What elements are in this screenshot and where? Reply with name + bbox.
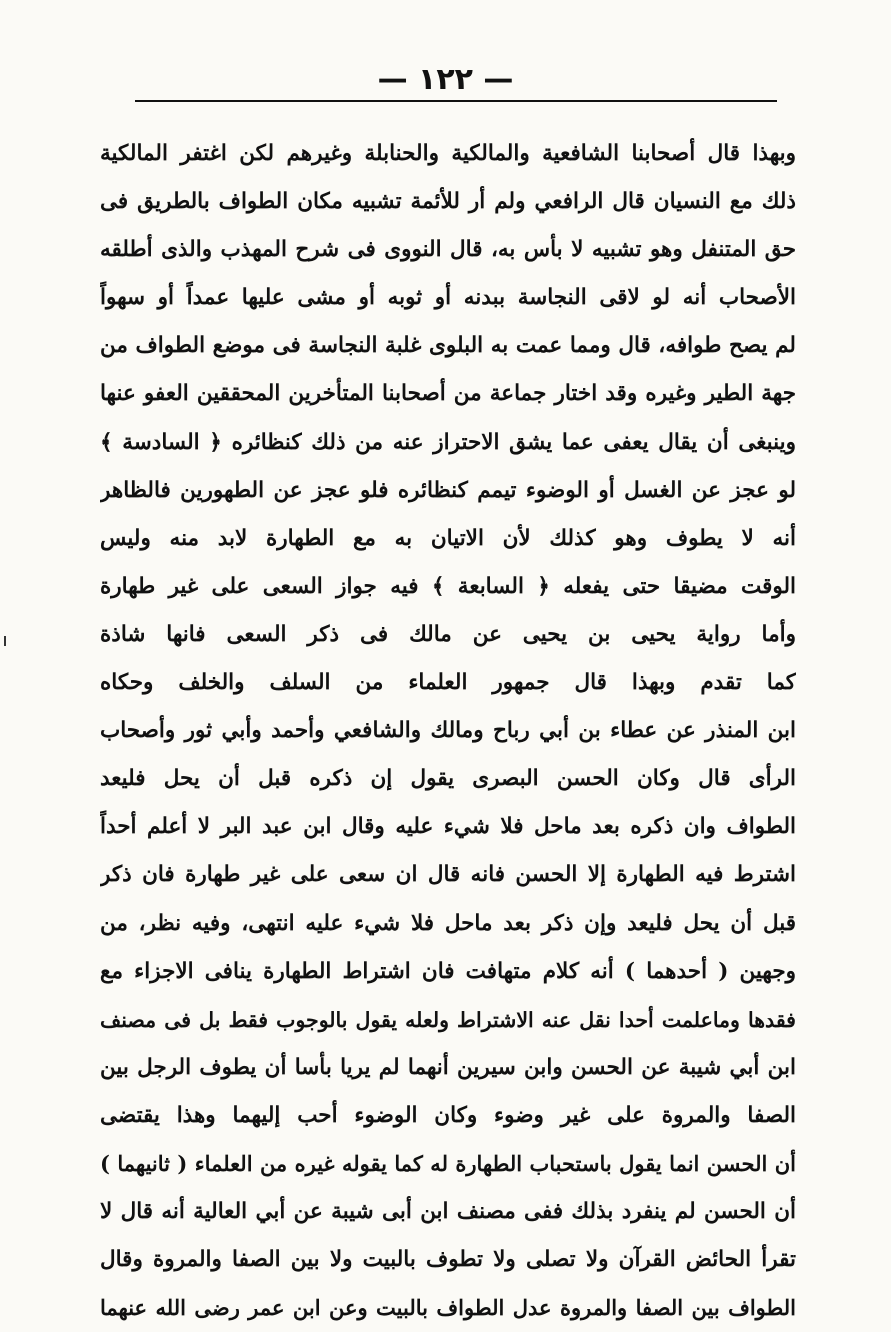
text-line: وجهين ( أحدهما ) أنه كلام متهافت فان اشتراط الطهارة ينافى الاجزاء مع [100, 958, 796, 984]
text-line: أن الحسن لم ينفرد بذلك ففى مصنف ابن أبى شيبة عن أبي العالية أنه قال لا [100, 1199, 796, 1225]
text-line: الصفا والمروة على غير وضوء وكان الوضوء أحب إليهما وهذا يقتضى [100, 1102, 796, 1128]
text-line: حق المتنفل وهو تشبيه لا بأس به، قال النووى فى شرح المهذب والذى أطلقه [100, 237, 796, 263]
page-header [0, 60, 891, 100]
text-line: الطواف بين الصفا والمروة عدل الطواف بالبيت وعن ابن عمر رضى الله عنهما [100, 1295, 796, 1321]
text-line: الأصحاب أنه لو لاقى النجاسة ببدنه أو ثوبه أو مشى عليها عمداً أو سهواً [100, 285, 796, 311]
text-line: كما تقدم وبهذا قال جمهور العلماء من السلف والخلف وحكاه [100, 670, 796, 696]
text-line: أن الحسن انما يقول باستحباب الطهارة له كما يقوله غيره من العلماء ( ثانيهما ) [100, 1150, 796, 1176]
header-rule [135, 100, 777, 102]
text-line: الوقت مضيقا حتى يفعله ﴿ السابعة ﴾ فيه جواز السعى على غير طهارة [100, 573, 796, 599]
text-line: لم يصح طوافه، قال ومما عمت به البلوى غلبة النجاسة فى موضع الطواف من [100, 333, 796, 359]
scan-edge-mark [4, 636, 6, 646]
text-line: ابن المنذر عن عطاء بن أبي رباح ومالك والشافعي وأحمد وأبي ثور وأصحاب [100, 718, 796, 744]
text-line: ابن أبي شيبة عن الحسن وابن سيرين أنهما لم يريا بأسا أن يطوف الرجل بين [100, 1054, 796, 1080]
text-line: ذلك مع النسيان قال الرافعي ولم أر للأئمة تشبيه مكان الطواف بالطريق فى [100, 189, 796, 215]
body-text [100, 130, 796, 1332]
text-line: تقرأ الحائض القرآن ولا تصلى ولا تطوف بالبيت ولا بين الصفا والمروة وقال [100, 1247, 796, 1273]
page-number: — ١٢٢ — [377, 62, 514, 97]
text-line: وينبغى أن يقال يعفى عما يشق الاحتراز عنه من ذلك كنظائره ﴿ السادسة ﴾ [100, 429, 796, 455]
text-line: قبل أن يحل فليعد وإن ذكر بعد ماحل فلا شيء عليه انتهى، وفيه نظر، من [100, 910, 796, 936]
text-line: فقدها وماعلمت أحدا نقل عنه الاشتراط ولعله يقول بالوجوب فقط بل فى مصنف [100, 1007, 796, 1032]
text-line: وبهذا قال أصحابنا الشافعية والمالكية والحنابلة وغيرهم لكن اغتفر المالكية [100, 141, 796, 166]
text-line: الطواف وان ذكره بعد ماحل فلا شيء عليه وقال ابن عبد البر لا أعلم أحداً [100, 814, 796, 840]
text-line: الرأى قال وكان الحسن البصرى يقول إن ذكره قبل أن يحل فليعد [100, 766, 796, 792]
text-line: اشترط فيه الطهارة إلا الحسن فانه قال ان سعى على غير طهارة فان ذكر [100, 862, 796, 888]
text-line: جهة الطير وغيره وقد اختار جماعة من أصحابنا المتأخرين المحققين العفو عنها [100, 381, 796, 407]
text-line: وأما رواية يحيى بن يحيى عن مالك فى ذكر السعى فانها شاذة [100, 621, 796, 647]
text-line: أنه لا يطوف وهو كذلك لأن الاتيان به مع الطهارة لابد منه وليس [100, 525, 796, 551]
text-line: لو عجز عن الغسل أو الوضوء تيمم كنظائره فلو عجز عن الطهورين فالظاهر [100, 477, 796, 503]
